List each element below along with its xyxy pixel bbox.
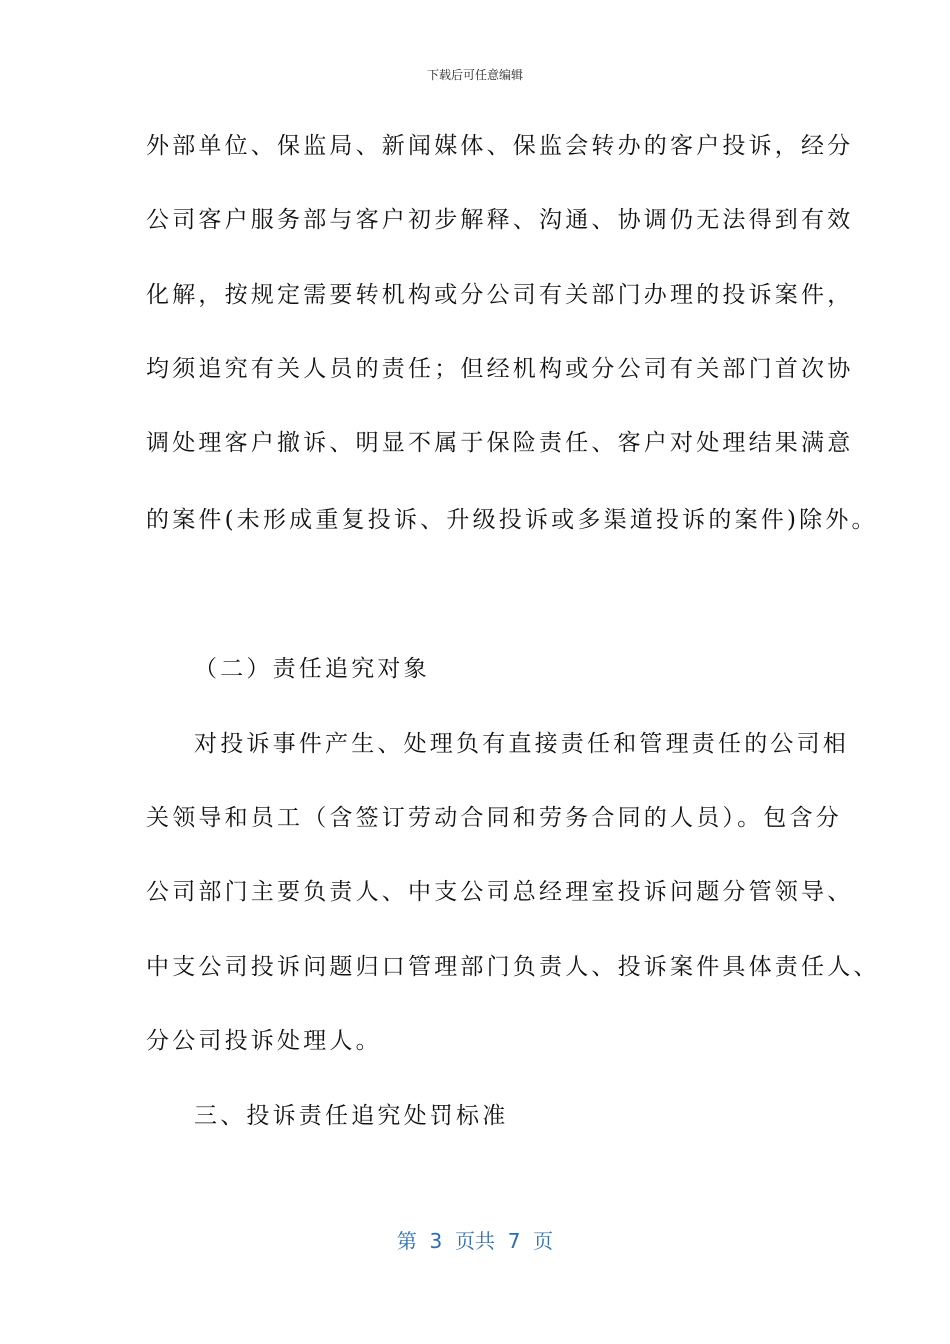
page-header: 下载后可任意编辑 bbox=[426, 68, 523, 82]
paragraph-line: 分公司投诉处理人。 bbox=[146, 1028, 382, 1054]
paragraph-line: 的案件(未形成重复投诉、升级投诉或多渠道投诉的案件)除外。 bbox=[146, 507, 878, 533]
section-heading: 三、投诉责任追究处罚标准 bbox=[194, 1103, 509, 1129]
paragraph-line: 公司部门主要负责人、中支公司总经理室投诉问题分管领导、 bbox=[146, 879, 854, 905]
paragraph-line: 调处理客户撤诉、明显不属于保险责任、客户对处理结果满意 bbox=[146, 430, 854, 456]
paragraph-line: 对投诉事件产生、处理负有直接责任和管理责任的公司相 bbox=[194, 731, 849, 757]
paragraph-line: 外部单位、保监局、新闻媒体、保监会转办的客户投诉，经分 bbox=[146, 133, 854, 159]
paragraph-line: 化解，按规定需要转机构或分公司有关部门办理的投诉案件， bbox=[146, 282, 854, 308]
paragraph-line: 中支公司投诉问题归口管理部门负责人、投诉案件具体责任人、 bbox=[146, 954, 880, 980]
paragraph-line: 公司客户服务部与客户初步解释、沟通、协调仍无法得到有效 bbox=[146, 207, 854, 233]
paragraph-line: 均须追究有关人员的责任；但经机构或分公司有关部门首次协 bbox=[146, 356, 854, 382]
paragraph-line: 关领导和员工（含签订劳动合同和劳务合同的人员）。包含分 bbox=[146, 805, 842, 831]
section-heading: （二）责任追究对象 bbox=[194, 656, 430, 682]
page-footer: 第 3 页共 7 页 bbox=[396, 1229, 554, 1253]
